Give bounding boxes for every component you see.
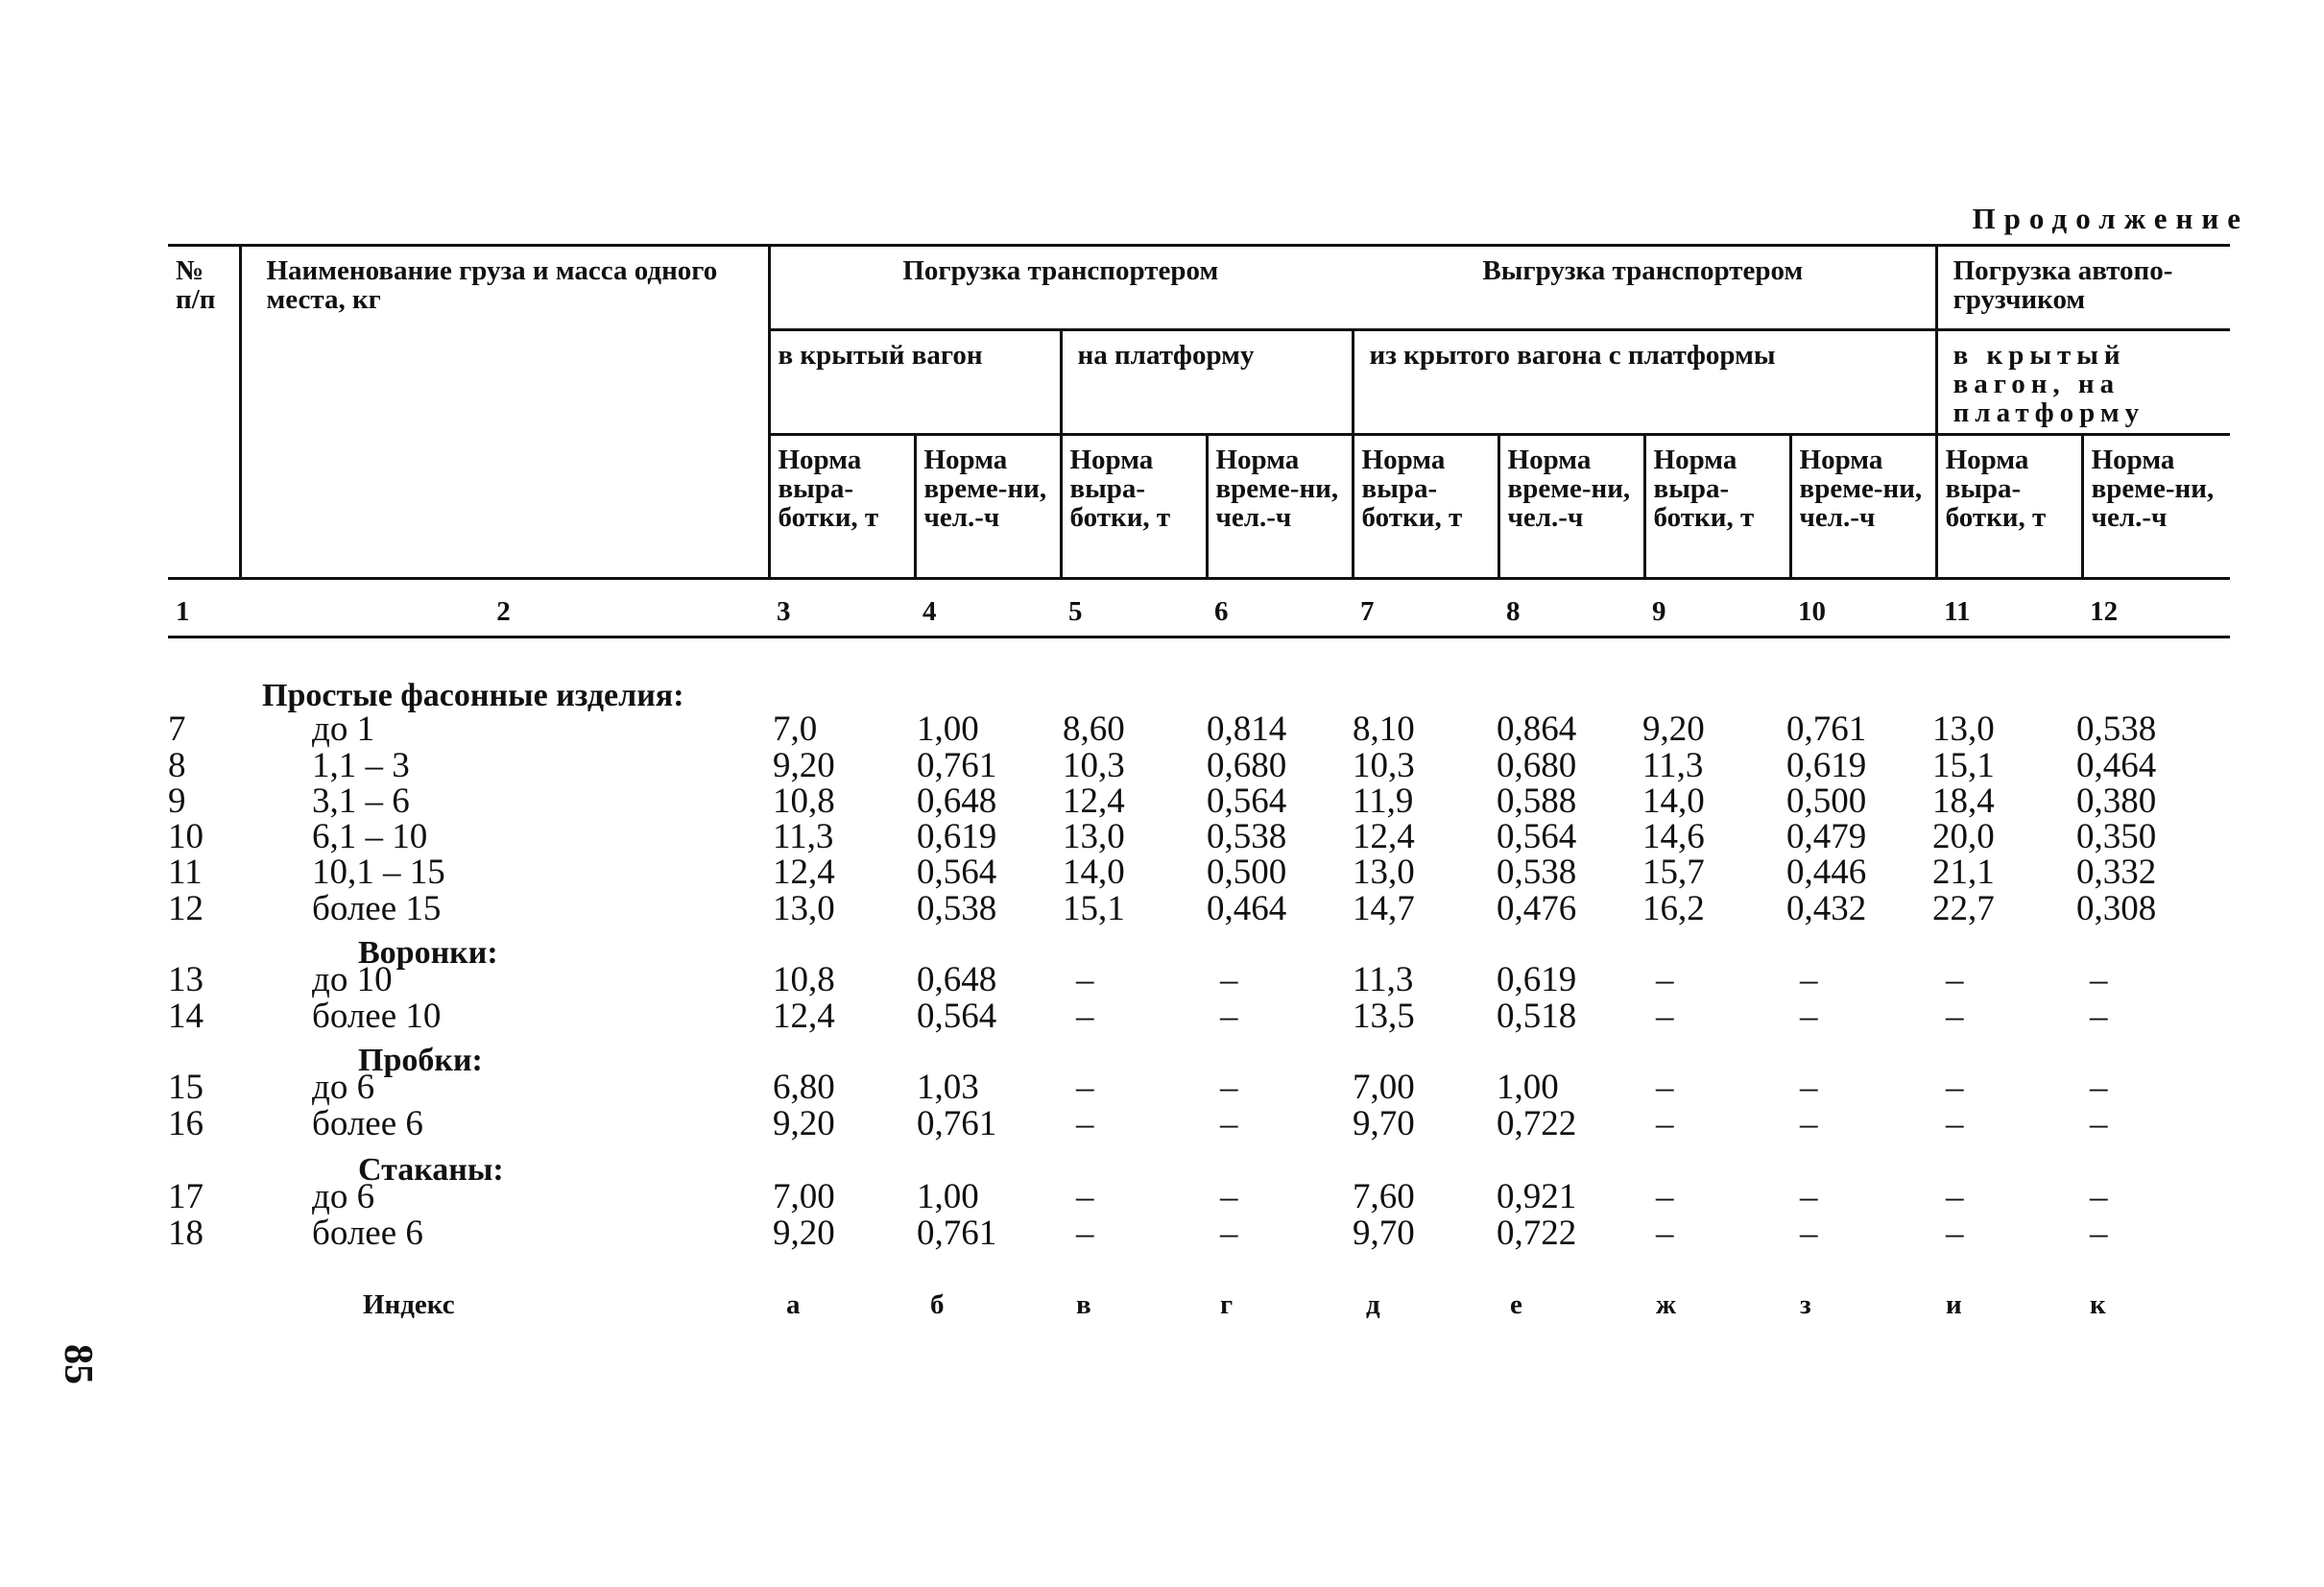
row-value: 6,80: [773, 1068, 835, 1107]
row-value: –: [1946, 1177, 1964, 1216]
header-covered-wagon-platform: в крытый вагон, на платформу: [1936, 330, 2230, 435]
row-number: 16: [168, 1104, 204, 1143]
row-value: 0,500: [1207, 853, 1287, 892]
row-value: –: [2090, 1177, 2108, 1216]
row-value: –: [2090, 1214, 2108, 1253]
row-value: 13,0: [1353, 853, 1415, 892]
row-value: 22,7: [1932, 889, 1995, 928]
row-number: 13: [168, 960, 204, 999]
row-value: 0,380: [2076, 781, 2157, 821]
row-value: –: [1220, 1068, 1238, 1107]
row-value: 11,9: [1353, 781, 1414, 821]
row-value: 16,2: [1642, 889, 1705, 928]
column-number: 3: [769, 579, 915, 637]
row-value: 1,00: [1497, 1068, 1559, 1107]
header-num: № п/п: [168, 246, 240, 579]
column-number: 7: [1353, 579, 1498, 637]
row-value: –: [1946, 1104, 1964, 1143]
page-number: 85: [56, 1344, 100, 1384]
row-value: 0,500: [1786, 781, 1867, 821]
row-name: 10,1 – 15: [312, 853, 445, 892]
row-value: 0,432: [1786, 889, 1867, 928]
row-value: –: [1800, 1177, 1818, 1216]
row-name: 1,1 – 3: [312, 746, 410, 785]
row-value: 7,00: [773, 1177, 835, 1216]
row-value: 15,1: [1932, 746, 1995, 785]
row-value: 11,3: [1353, 960, 1414, 999]
row-value: 0,921: [1497, 1177, 1577, 1216]
row-name: 6,1 – 10: [312, 817, 428, 856]
row-value: –: [1656, 1104, 1674, 1143]
row-value: 14,7: [1353, 889, 1415, 928]
row-value: 13,0: [773, 889, 835, 928]
row-value: 0,518: [1497, 997, 1577, 1036]
row-value: 14,0: [1642, 781, 1705, 821]
row-value: –: [1946, 1214, 1964, 1253]
row-name: более 15: [312, 889, 442, 928]
row-value: –: [1946, 1068, 1964, 1107]
header-name: Наименование груза и масса одного места, кг: [240, 246, 769, 579]
row-value: –: [1656, 997, 1674, 1036]
header-covered-wagon: в крытый вагон: [769, 330, 1061, 435]
row-value: 0,538: [917, 889, 997, 928]
table-row: [168, 1215, 2230, 1252]
column-number: 11: [1936, 579, 2082, 637]
row-value: 8,10: [1353, 709, 1415, 749]
row-value: 13,0: [1932, 709, 1995, 749]
row-value: –: [1076, 1214, 1094, 1253]
row-value: –: [1076, 997, 1094, 1036]
row-value: 0,761: [1786, 709, 1867, 749]
row-value: 15,7: [1642, 853, 1705, 892]
table-row: [168, 891, 2230, 927]
index-label: Индекс: [363, 1289, 455, 1320]
row-value: –: [1946, 997, 1964, 1036]
index-letter: е: [1510, 1289, 1522, 1320]
header-norm-time: Норма време-ни, чел.-ч: [1207, 435, 1353, 579]
row-value: 9,20: [773, 1214, 835, 1253]
table-row: [168, 962, 2230, 998]
header-load-forklift: Погрузка автопо-грузчиком: [1936, 246, 2230, 330]
row-value: 0,648: [917, 781, 997, 821]
row-name: 3,1 – 6: [312, 781, 410, 821]
row-value: 13,0: [1063, 817, 1125, 856]
row-value: 10,8: [773, 781, 835, 821]
row-value: 7,0: [773, 709, 818, 749]
row-value: –: [1220, 1104, 1238, 1143]
index-letter: ж: [1656, 1289, 1677, 1320]
row-value: –: [1220, 1177, 1238, 1216]
index-letter: б: [930, 1289, 945, 1320]
row-value: –: [1076, 1104, 1094, 1143]
row-value: 20,0: [1932, 817, 1995, 856]
column-number: 9: [1644, 579, 1790, 637]
index-letter: к: [2090, 1289, 2106, 1320]
row-value: –: [1800, 960, 1818, 999]
row-value: 0,680: [1207, 746, 1287, 785]
header-norm-output: Норма выра-ботки, т: [1353, 435, 1498, 579]
table-row: [168, 748, 2230, 784]
table-row: [168, 854, 2230, 891]
row-name: до 6: [312, 1177, 375, 1216]
row-value: 10,3: [1353, 746, 1415, 785]
row-value: –: [1800, 1104, 1818, 1143]
row-value: 15,1: [1063, 889, 1125, 928]
row-value: 0,479: [1786, 817, 1867, 856]
row-number: 8: [168, 746, 186, 785]
table-row: [168, 783, 2230, 820]
row-value: 9,20: [773, 746, 835, 785]
row-value: 10,8: [773, 960, 835, 999]
row-number: 7: [168, 709, 186, 749]
header-norm-output: Норма выра-ботки, т: [1061, 435, 1207, 579]
group-funnels: Воронки:: [358, 935, 498, 971]
row-value: –: [1220, 960, 1238, 999]
row-value: 0,308: [2076, 889, 2157, 928]
row-value: –: [1656, 1214, 1674, 1253]
row-value: 0,332: [2076, 853, 2157, 892]
index-letter: д: [1366, 1289, 1380, 1320]
row-value: 12,4: [1353, 817, 1415, 856]
row-value: –: [1076, 1068, 1094, 1107]
row-value: 0,761: [917, 1214, 997, 1253]
row-value: –: [1800, 997, 1818, 1036]
row-value: –: [1800, 1068, 1818, 1107]
row-number: 11: [168, 853, 203, 892]
row-value: 0,588: [1497, 781, 1577, 821]
row-value: –: [1076, 1177, 1094, 1216]
row-name: более 10: [312, 997, 442, 1036]
row-value: 0,350: [2076, 817, 2157, 856]
row-value: 0,538: [1207, 817, 1287, 856]
column-number: 8: [1498, 579, 1644, 637]
row-value: 0,564: [917, 853, 997, 892]
row-value: 0,761: [917, 746, 997, 785]
header-norm-time: Норма време-ни, чел.-ч: [1790, 435, 1936, 579]
row-value: 0,564: [1207, 781, 1287, 821]
group-cups: Стаканы:: [358, 1152, 504, 1188]
row-value: 18,4: [1932, 781, 1995, 821]
row-number: 12: [168, 889, 204, 928]
continuation-label: Продолжение: [1972, 202, 2249, 235]
table-row: [168, 998, 2230, 1035]
row-value: 11,3: [1642, 746, 1704, 785]
row-value: 0,538: [1497, 853, 1577, 892]
row-value: 12,4: [773, 853, 835, 892]
row-value: 9,20: [1642, 709, 1705, 749]
row-value: 0,619: [1786, 746, 1867, 785]
row-value: 7,60: [1353, 1177, 1415, 1216]
row-value: 0,648: [917, 960, 997, 999]
row-number: 10: [168, 817, 204, 856]
column-number: 5: [1061, 579, 1207, 637]
row-value: 0,619: [1497, 960, 1577, 999]
row-value: –: [1946, 960, 1964, 999]
row-value: –: [1220, 997, 1238, 1036]
row-value: 12,4: [1063, 781, 1125, 821]
header-norm-output: Норма выра-ботки, т: [1936, 435, 2082, 579]
header-norm-output: Норма выра-ботки, т: [1644, 435, 1790, 579]
column-number: 6: [1207, 579, 1353, 637]
index-letter: а: [786, 1289, 801, 1320]
index-letter: з: [1800, 1289, 1811, 1320]
row-value: 0,476: [1497, 889, 1577, 928]
row-value: 0,722: [1497, 1104, 1577, 1143]
column-number: 12: [2082, 579, 2230, 637]
row-name: до 6: [312, 1068, 375, 1107]
row-value: 0,761: [917, 1104, 997, 1143]
header-norm-output: Норма выра-ботки, т: [769, 435, 915, 579]
index-letter: и: [1946, 1289, 1962, 1320]
group-heading: [168, 678, 2230, 714]
column-number: 4: [915, 579, 1061, 637]
table-row: [168, 1070, 2230, 1106]
row-value: 0,464: [2076, 746, 2157, 785]
row-number: 15: [168, 1068, 204, 1107]
row-value: 9,70: [1353, 1104, 1415, 1143]
row-number: 14: [168, 997, 204, 1036]
row-value: 0,564: [917, 997, 997, 1036]
row-name: до 1: [312, 709, 375, 749]
row-value: 10,3: [1063, 746, 1125, 785]
row-value: 12,4: [773, 997, 835, 1036]
index-letter: г: [1220, 1289, 1234, 1320]
column-number: 1: [168, 579, 240, 637]
row-value: –: [1656, 1068, 1674, 1107]
row-number: 18: [168, 1214, 204, 1253]
header-from-covered-wagon: из крытого вагона с платформы: [1353, 330, 1936, 435]
row-value: 0,864: [1497, 709, 1577, 749]
row-value: 9,20: [773, 1104, 835, 1143]
row-value: 1,03: [917, 1068, 979, 1107]
row-number: 9: [168, 781, 186, 821]
row-value: –: [1800, 1214, 1818, 1253]
index-letter: в: [1076, 1289, 1091, 1320]
row-value: 11,3: [773, 817, 834, 856]
row-value: 0,464: [1207, 889, 1287, 928]
header-unload-conveyor: Выгрузка транспортером: [1353, 246, 1936, 330]
row-value: –: [1076, 960, 1094, 999]
column-number: 2: [240, 579, 769, 637]
table-row: [168, 1179, 2230, 1215]
row-value: 0,564: [1497, 817, 1577, 856]
row-value: 13,5: [1353, 997, 1415, 1036]
row-value: –: [2090, 960, 2108, 999]
row-name: более 6: [312, 1104, 423, 1143]
row-value: –: [1220, 1214, 1238, 1253]
table-row: [168, 711, 2230, 748]
row-value: –: [2090, 1068, 2108, 1107]
row-value: –: [2090, 1104, 2108, 1143]
index-row: [168, 1286, 2230, 1323]
row-value: 21,1: [1932, 853, 1995, 892]
row-value: 0,680: [1497, 746, 1577, 785]
row-number: 17: [168, 1177, 204, 1216]
row-value: 14,6: [1642, 817, 1705, 856]
header-platform: на платформу: [1061, 330, 1353, 435]
group-simple-shaped: Простые фасонные изделия:: [262, 678, 684, 713]
row-value: 0,538: [2076, 709, 2157, 749]
row-value: 1,00: [917, 1177, 979, 1216]
row-value: –: [1656, 960, 1674, 999]
column-number: 10: [1790, 579, 1936, 637]
row-value: –: [1656, 1177, 1674, 1216]
header-load-conveyor: Погрузка транспортером: [769, 246, 1353, 330]
header-norm-time: Норма време-ни, чел.-ч: [2082, 435, 2230, 579]
row-value: 0,722: [1497, 1214, 1577, 1253]
row-value: 9,70: [1353, 1214, 1415, 1253]
row-value: –: [2090, 997, 2108, 1036]
row-name: до 10: [312, 960, 393, 999]
row-value: 0,814: [1207, 709, 1287, 749]
table-row: [168, 1106, 2230, 1142]
row-value: 1,00: [917, 709, 979, 749]
row-name: более 6: [312, 1214, 423, 1253]
group-plugs: Пробки:: [358, 1043, 483, 1078]
table-row: [168, 819, 2230, 855]
row-value: 8,60: [1063, 709, 1125, 749]
header-norm-time: Норма време-ни, чел.-ч: [1498, 435, 1644, 579]
row-value: 0,446: [1786, 853, 1867, 892]
header-norm-time: Норма време-ни, чел.-ч: [915, 435, 1061, 579]
table-body: [168, 0, 2230, 1587]
row-value: 0,619: [917, 817, 997, 856]
row-value: 7,00: [1353, 1068, 1415, 1107]
row-value: 14,0: [1063, 853, 1125, 892]
